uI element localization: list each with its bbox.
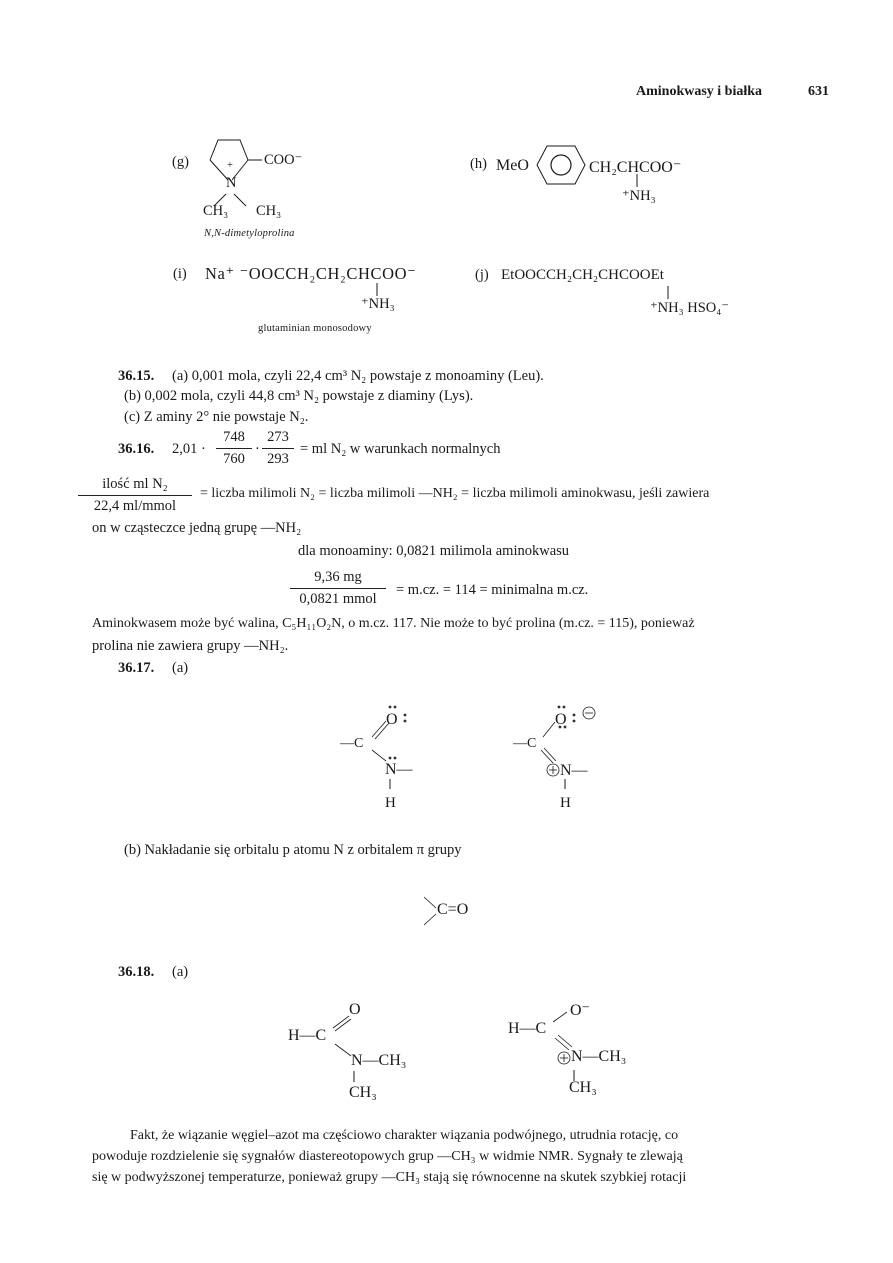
monoamine-line: dla monoaminy: 0,0821 milimola aminokwasu [298,543,570,559]
svg-text:H: H [560,795,571,811]
j-amine: ⁺NH₃ HSO₄⁻ [650,300,729,316]
i-caption: glutaminian monosodowy [258,323,372,334]
eq-continuation: on w cząsteczce jedną grupę —NH₂ [92,520,302,536]
fraction-ml-num: ilość ml N₂ [102,476,168,492]
page-number: 631 [808,84,829,99]
problem-number-36-16: 36.16. [118,441,155,457]
fraction-mass-num: 9,36 mg [314,569,362,585]
j-bond-line [666,286,670,300]
part-36-18-a: (a) [172,964,189,980]
i-bond-line [375,283,379,297]
i-amine: ⁺NH₃ [361,296,395,312]
svg-text:N—: N— [385,761,413,778]
fraction-pressure-num: 748 [223,429,245,445]
amide-resonance-2-diagram [505,695,625,815]
amide2-h-c: H—C [508,1020,547,1037]
i-formula: Na⁺ ⁻OOCCH₂CH₂CHCOO⁻ [205,264,417,283]
g-coo: COO⁻ [264,152,303,168]
answer-36-15-c: (c) Z aminy 2° nie powstaje N₂. [124,409,309,425]
final-paragraph-line-1: Fakt, że wiązanie węgiel–azot ma częściowo charakter wiązania podwójnego, utrudnia rotację, co [130,1128,679,1143]
amide1-oxygen: O [349,1001,361,1018]
fraction-pressure-den: 760 [223,451,245,467]
g-nitrogen: N [226,175,237,191]
fraction-temperature-num: 273 [267,429,289,445]
carbonyl-group: C=O [437,901,469,918]
eq-prefix: 2,01 · [172,441,206,457]
paragraph-valine-2: prolina nie zawiera grupy —NH₂. [92,638,289,654]
h-chain: CH₂CHCOO⁻ [589,159,682,176]
eq-millimole-text: = liczba milimoli N₂ = liczba milimoli —NH₂ = liczba milimoli aminokwasu, jeśli zawiera [200,486,710,501]
fraction-mass-den: 0,0821 mmol [299,591,377,607]
problem-number-36-18: 36.18. [118,964,155,980]
svg-text:N—: N— [560,762,588,779]
fraction-ml-per-mmol [78,476,192,515]
final-paragraph-line-2: powoduje rozdzielenie się sygnałów diastereotopowych grup —CH₃ w widmie NMR. Sygnały te zlewają [92,1149,683,1164]
h-methoxy: MeO [496,157,529,174]
label-g: (g) [172,154,189,170]
svg-text:—C: —C [513,736,537,751]
amide1-bonds [325,1006,365,1086]
mcz-equation: = m.cz. = 114 = minimalna m.cz. [396,582,589,598]
amide2-methyl: CH₃ [569,1079,597,1096]
positive-charge-icon [556,1050,572,1066]
label-j: (j) [475,267,489,283]
fraction-pressure [216,429,252,468]
h-amine: ⁺NH₃ [622,188,656,204]
final-paragraph-line-3: się w podwyższonej temperaturze, ponieważ grupy —CH₃ stają się równocenne na skutek szybkiej rotacji [92,1170,687,1185]
benzene-ring-icon [535,142,587,188]
fraction-ml-den: 22,4 ml/mmol [93,498,177,514]
part-36-17-b: (b) Nakładanie się orbitalu p atomu N z orbitalem π grupy [124,842,462,858]
label-i: (i) [173,266,187,282]
g-methyl-2: CH₃ [256,203,282,219]
amide2-oxygen-minus: O⁻ [570,1002,590,1019]
eq-suffix: = ml N₂ w warunkach normalnych [300,441,501,457]
label-h: (h) [470,156,487,172]
running-header: Aminokwasy i białka [636,84,763,99]
answer-36-15-a: (a) 0,001 mola, czyli 22,4 cm³ N₂ powstaje z monoaminy (Leu). [172,368,544,384]
fraction-mass [290,569,386,608]
h-bond-line [635,174,639,188]
g-charge: + [227,160,234,171]
amide-resonance-1-diagram [330,695,440,815]
amide2-n-methyl: N—CH₃ [571,1048,627,1065]
fraction-temperature [262,429,294,468]
problem-number-36-17: 36.17. [118,660,155,676]
answer-36-15-b: (b) 0,002 mola, czyli 44,8 cm³ N₂ powstaje z diaminy (Lys). [124,388,474,404]
part-36-17-a: (a) [172,660,189,676]
amide1-n-methyl: N—CH₃ [351,1052,407,1069]
amide1-h-c: H—C [288,1027,327,1044]
svg-text:—C: —C [340,736,364,751]
g-caption: N,N-dimetyloprolina [204,228,295,239]
paragraph-valine-1: Aminokwasem może być walina, C₅H₁₁O₂N, o m.cz. 117. Nie może to być prolina (m.cz. = 115), ponieważ [92,616,695,631]
fraction-temperature-den: 293 [267,451,289,467]
amide1-methyl: CH₃ [349,1084,377,1101]
problem-number-36-15: 36.15. [118,368,155,384]
j-formula: EtOOCCH₂CH₂CHCOOEt [501,267,664,283]
svg-text:H: H [385,795,396,811]
eq-dot: · [255,441,260,457]
svg-text:O: O [386,711,398,728]
g-methyl-1: CH₃ [203,203,229,219]
svg-text:O: O [555,711,567,728]
